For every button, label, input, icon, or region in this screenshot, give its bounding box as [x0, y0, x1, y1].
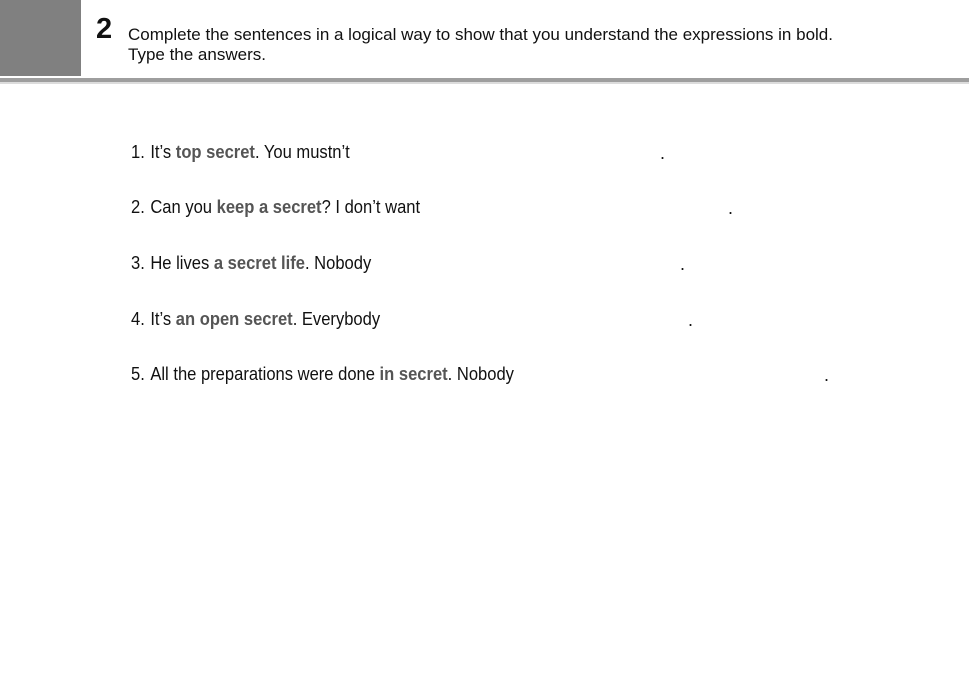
sentence-end-period-2: . — [728, 198, 734, 218]
sentence-item-2 — [131, 194, 420, 220]
answer-field-1[interactable] — [362, 139, 658, 165]
sentence-prompt: . Nobody — [447, 364, 514, 384]
sentence-start: It’s — [150, 309, 176, 329]
sentence-end-period-4: . — [688, 310, 694, 330]
sentence-item-4 — [131, 306, 380, 332]
sentence-start: He lives — [150, 253, 214, 273]
instruction-line-1: Complete the sentences in a logical way to show that you understand the expressions in bold. — [128, 25, 833, 44]
bold-expression: an open secret — [175, 309, 293, 329]
sentence-end-period-1: . — [660, 143, 666, 163]
sentence-start: Can you — [150, 197, 217, 217]
header-grey-block — [0, 0, 81, 76]
answer-field-4[interactable] — [392, 306, 686, 332]
sentence-prompt: . You mustn’t — [254, 142, 350, 162]
sentence-start: It’s — [150, 142, 176, 162]
bold-expression: in secret — [379, 364, 448, 384]
item-number: 3. — [131, 253, 145, 273]
sentence-item-3 — [131, 250, 371, 276]
sentence-start: All the preparations were done — [150, 364, 380, 384]
sentence-end-period-5: . — [824, 365, 830, 385]
item-number: 1. — [131, 142, 145, 162]
item-number: 2. — [131, 197, 145, 217]
bold-expression: top secret — [175, 142, 255, 162]
item-number: 5. — [131, 364, 145, 384]
exercise-header — [0, 0, 969, 80]
bold-expression: keep a secret — [216, 197, 322, 217]
item-number: 4. — [131, 309, 145, 329]
sentence-item-1 — [131, 139, 350, 165]
exercise-instructions — [128, 25, 833, 65]
sentence-prompt: ? I don’t want — [321, 197, 421, 217]
answer-field-3[interactable] — [384, 250, 678, 276]
exercise-number: 2 — [96, 13, 113, 45]
sentence-prompt: . Nobody — [304, 253, 372, 273]
sentence-prompt: . Everybody — [292, 309, 381, 329]
answer-field-5[interactable] — [528, 361, 822, 387]
answer-field-2[interactable] — [432, 194, 726, 220]
instruction-line-2: Type the answers. — [128, 45, 266, 64]
bold-expression: a secret life — [213, 253, 305, 273]
header-divider-shadow — [0, 82, 969, 84]
sentence-end-period-3: . — [680, 254, 686, 274]
sentence-item-5 — [131, 361, 514, 387]
